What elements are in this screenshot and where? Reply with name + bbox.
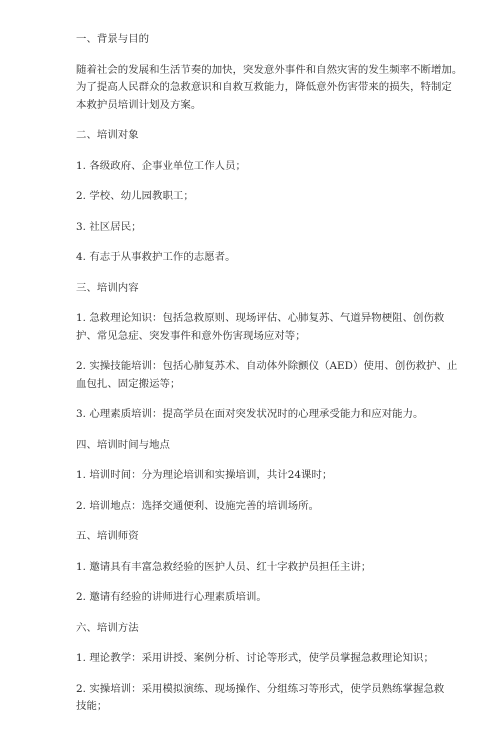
paragraph-line: 本救护员培训计划及方案。 xyxy=(76,98,202,111)
list-item xyxy=(76,358,458,393)
list-item xyxy=(76,188,436,206)
list-item xyxy=(76,310,445,345)
list-item xyxy=(76,498,436,516)
list-item-line: 2. 邀请有经验的讲师进行心理素质培训。 xyxy=(76,591,267,603)
list-item-line: 3. 心理素质培训：提高学员在面对突发状况时的心理承受能力和应对能力。 xyxy=(76,408,424,420)
list-item xyxy=(76,681,445,716)
list-item xyxy=(76,249,436,267)
list-item-line: 2. 实操培训：采用模拟演练、现场操作、分组练习等形式，使学员熟练掌握急救 xyxy=(76,682,445,695)
list-item-line: 技能； xyxy=(76,700,108,712)
list-item xyxy=(76,467,436,485)
list-item-line: 2. 实操技能培训：包括心肺复苏术、自动体外除颤仪（AED）使用、创伤救护、止 xyxy=(76,360,458,372)
section-heading-instructors: 五、培训师资 xyxy=(76,530,139,542)
paragraph-line: 为了提高人民群众的急救意识和自救互救能力，降低意外伤害带来的损失，特制定 xyxy=(76,81,452,93)
section-heading-content: 三、培训内容 xyxy=(76,281,139,294)
list-item-line: 2. 学校、幼儿园教职工； xyxy=(76,190,194,202)
list-item-line: 护、常见急症、突发事件和意外伤害现场应对等； xyxy=(76,329,306,342)
background-paragraph xyxy=(76,62,463,115)
section-heading-background: 一、背景与目的 xyxy=(76,33,150,45)
section-heading-audience: 二、培训对象 xyxy=(76,129,139,141)
list-item-line: 1. 邀请具有丰富急救经验的医护人员、红十字救护员担任主讲； xyxy=(76,560,372,573)
list-item xyxy=(76,406,436,424)
list-item-line: 1. 理论教学：采用讲授、案例分析、讨论等形式，使学员掌握急救理论知识； xyxy=(76,652,434,664)
section-heading-methods: 六、培训方法 xyxy=(76,621,139,634)
list-item-line: 1. 培训时间：分为理论培训和实操培训，共计24课时； xyxy=(76,469,333,481)
list-item-line: 3. 社区居民； xyxy=(76,220,142,233)
list-item xyxy=(76,559,436,577)
list-item-line: 血包扎、固定搬运等； xyxy=(76,377,181,390)
list-item xyxy=(76,589,436,607)
paragraph-line: 随着社会的发展和生活节奏的加快，突发意外事件和自然灾害的发生频率不断增加。 xyxy=(76,63,463,76)
section-heading-time-place: 四、培训时间与地点 xyxy=(76,438,170,451)
list-item xyxy=(76,219,436,237)
document-body xyxy=(76,31,463,729)
list-item-line: 1. 各级政府、企事业单位工作人员； xyxy=(76,159,246,172)
list-item xyxy=(76,158,436,176)
list-item-line: 1. 急救理论知识：包括急救原则、现场评估、心肺复苏、气道异物梗阻、创伤救 xyxy=(76,312,445,324)
list-item-line: 4. 有志于从事救护工作的志愿者。 xyxy=(76,251,236,263)
list-item xyxy=(76,650,436,668)
list-item-line: 2. 培训地点：选择交通便利、设施完善的培训场所。 xyxy=(76,499,320,512)
